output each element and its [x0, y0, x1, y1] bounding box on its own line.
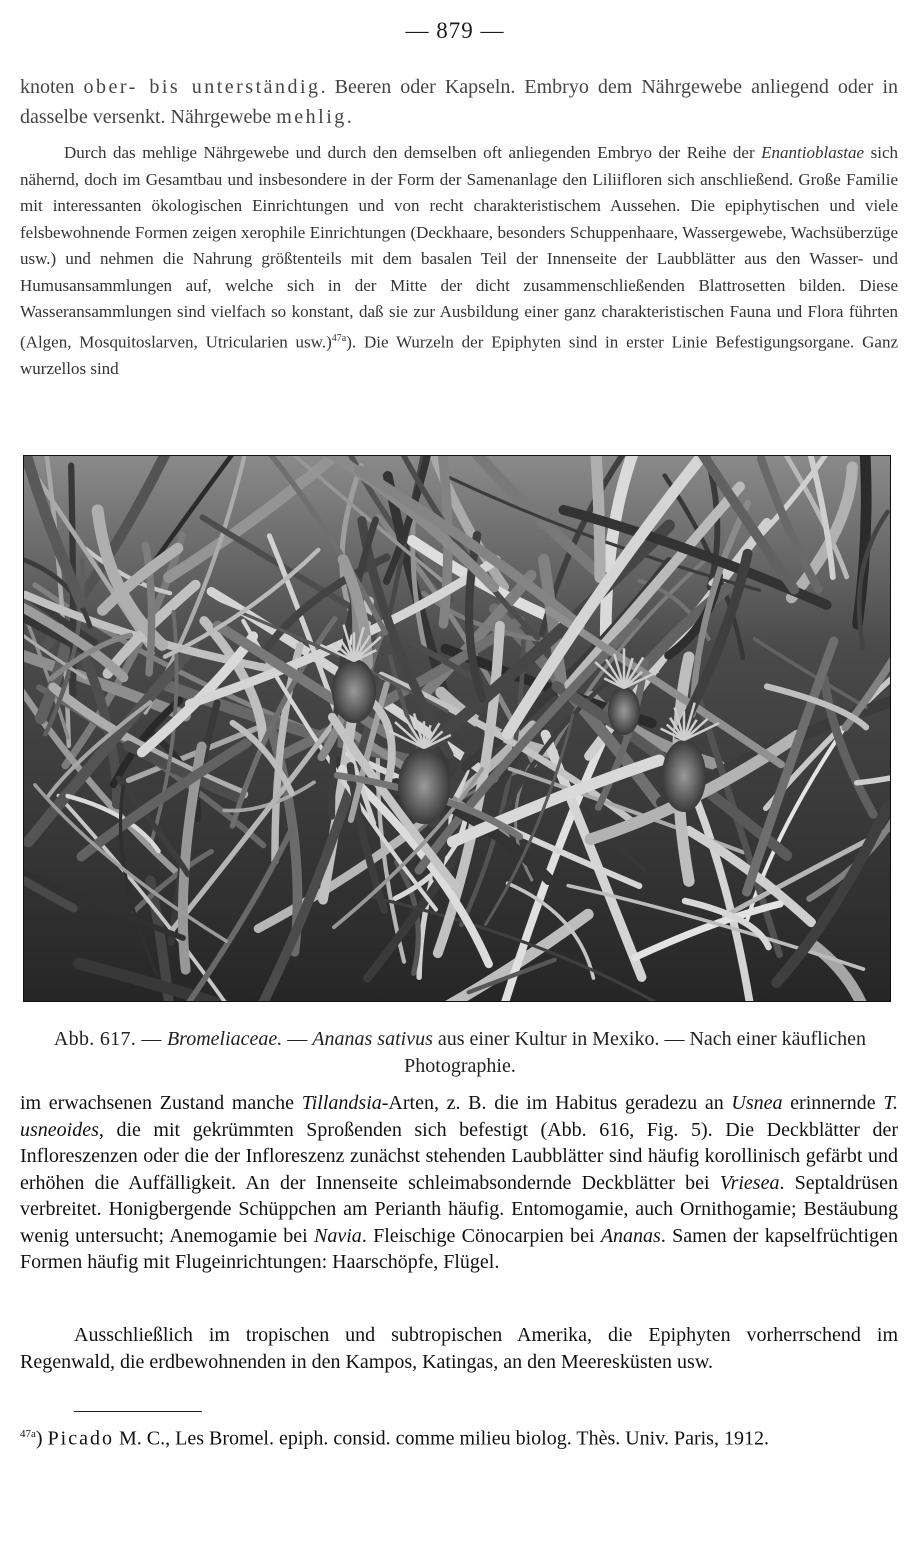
- small-print-paragraph: Durch das mehlige Nährgewebe und durch den demselben oft anliegenden Embryo der Reihe der Enantioblastae sich nähernd, doch im Gesamtbau und insbesondere in der Form der Samenanlage den Liliifloren sich anschließend. Große Familie mit interessanten ökologischen Einrichtungen und von recht charakteristischem Aussehen. Die epiphytischen und viele felsbewohnende Formen zeigen xerophile Einrichtungen (Deckhaare, besonders Schuppenhaare, Wassergewebe, Wachsüberzüge usw.) und nehmen die Nahrung größtenteils mit dem basalen Teil der Innenseite der Laubblätter aus den Wasser- und Humusansammlungen auf, welche sich in der Mitte der dicht zusammenschließenden Blattrosetten bilden. Diese Wasseransammlungen sind vielfach so konstant, daß sie zur Ausbildung einer ganz charakteristischen Fauna und Flora führten (Algen, Mosquitoslarven, Utricularien usw.)$^{47a}$). Die Wurzeln der Epiphyten sind in erster Linie Befestigungsorgane. Ganz wurzellos sind: [20, 143, 899, 378]
- top-paragraph: knoten ober- bis unterständig. Beeren oder Kapseln. Embryo dem Nährgewebe anliegend oder in dasselbe versenkt. Nährgewebe mehlig.: [20, 76, 898, 128]
- footnote: $^{47a}$) Picado M. C., Les Bromel. epiph. consid. comme milieu biolog. Thès. Univ. Paris, 1912.: [20, 1427, 769, 1450]
- distribution-paragraph: Ausschließlich im tropischen und subtropischen Amerika, die Epiphyten vorherrschend im Regenwald, die erdbewohnenden in den Kampos, Katingas, an den Meeresküsten usw.: [20, 1324, 898, 1373]
- body-paragraph: im erwachsenen Zustand manche Tillandsia-Arten, z. B. die im Habitus geradezu an Usnea erinnernde T. usneoides, die mit gekrümmten Sproßenden sich befestigt (Abb. 616, Fig. 5). Die Deckblätter der Infloreszenzen oder die der Infloreszenz zunächst stehenden Laubblätter sind häufig korollinisch gefärbt und erhöhen die Auffälligkeit. An der Innenseite schleimabsondernde Deckblätter bei Vriesea. Septaldrüsen verbreitet. Honigbergende Schüppchen am Perianth häufig. Entomogamie, auch Ornithogamie; Bestäubung wenig untersucht; Anemogamie bei Navia. Fleischige Cönocarpien bei Ananas. Samen der kapselfrüchtigen Formen häufig mit Flugeinrichtungen: Haarschöpfe, Flügel.: [20, 1092, 898, 1273]
- footnote-divider: [74, 1411, 202, 1412]
- page-number: — 879 —: [405, 18, 505, 43]
- figure-caption: Abb. 617. — Bromeliaceae. — Ananas sativus aus einer Kultur in Mexiko. — Nach einer käuflichen Photographie.: [53, 1028, 867, 1077]
- footnote-ref: 47a: [331, 332, 347, 344]
- pineapple-photograph: [23, 455, 891, 1002]
